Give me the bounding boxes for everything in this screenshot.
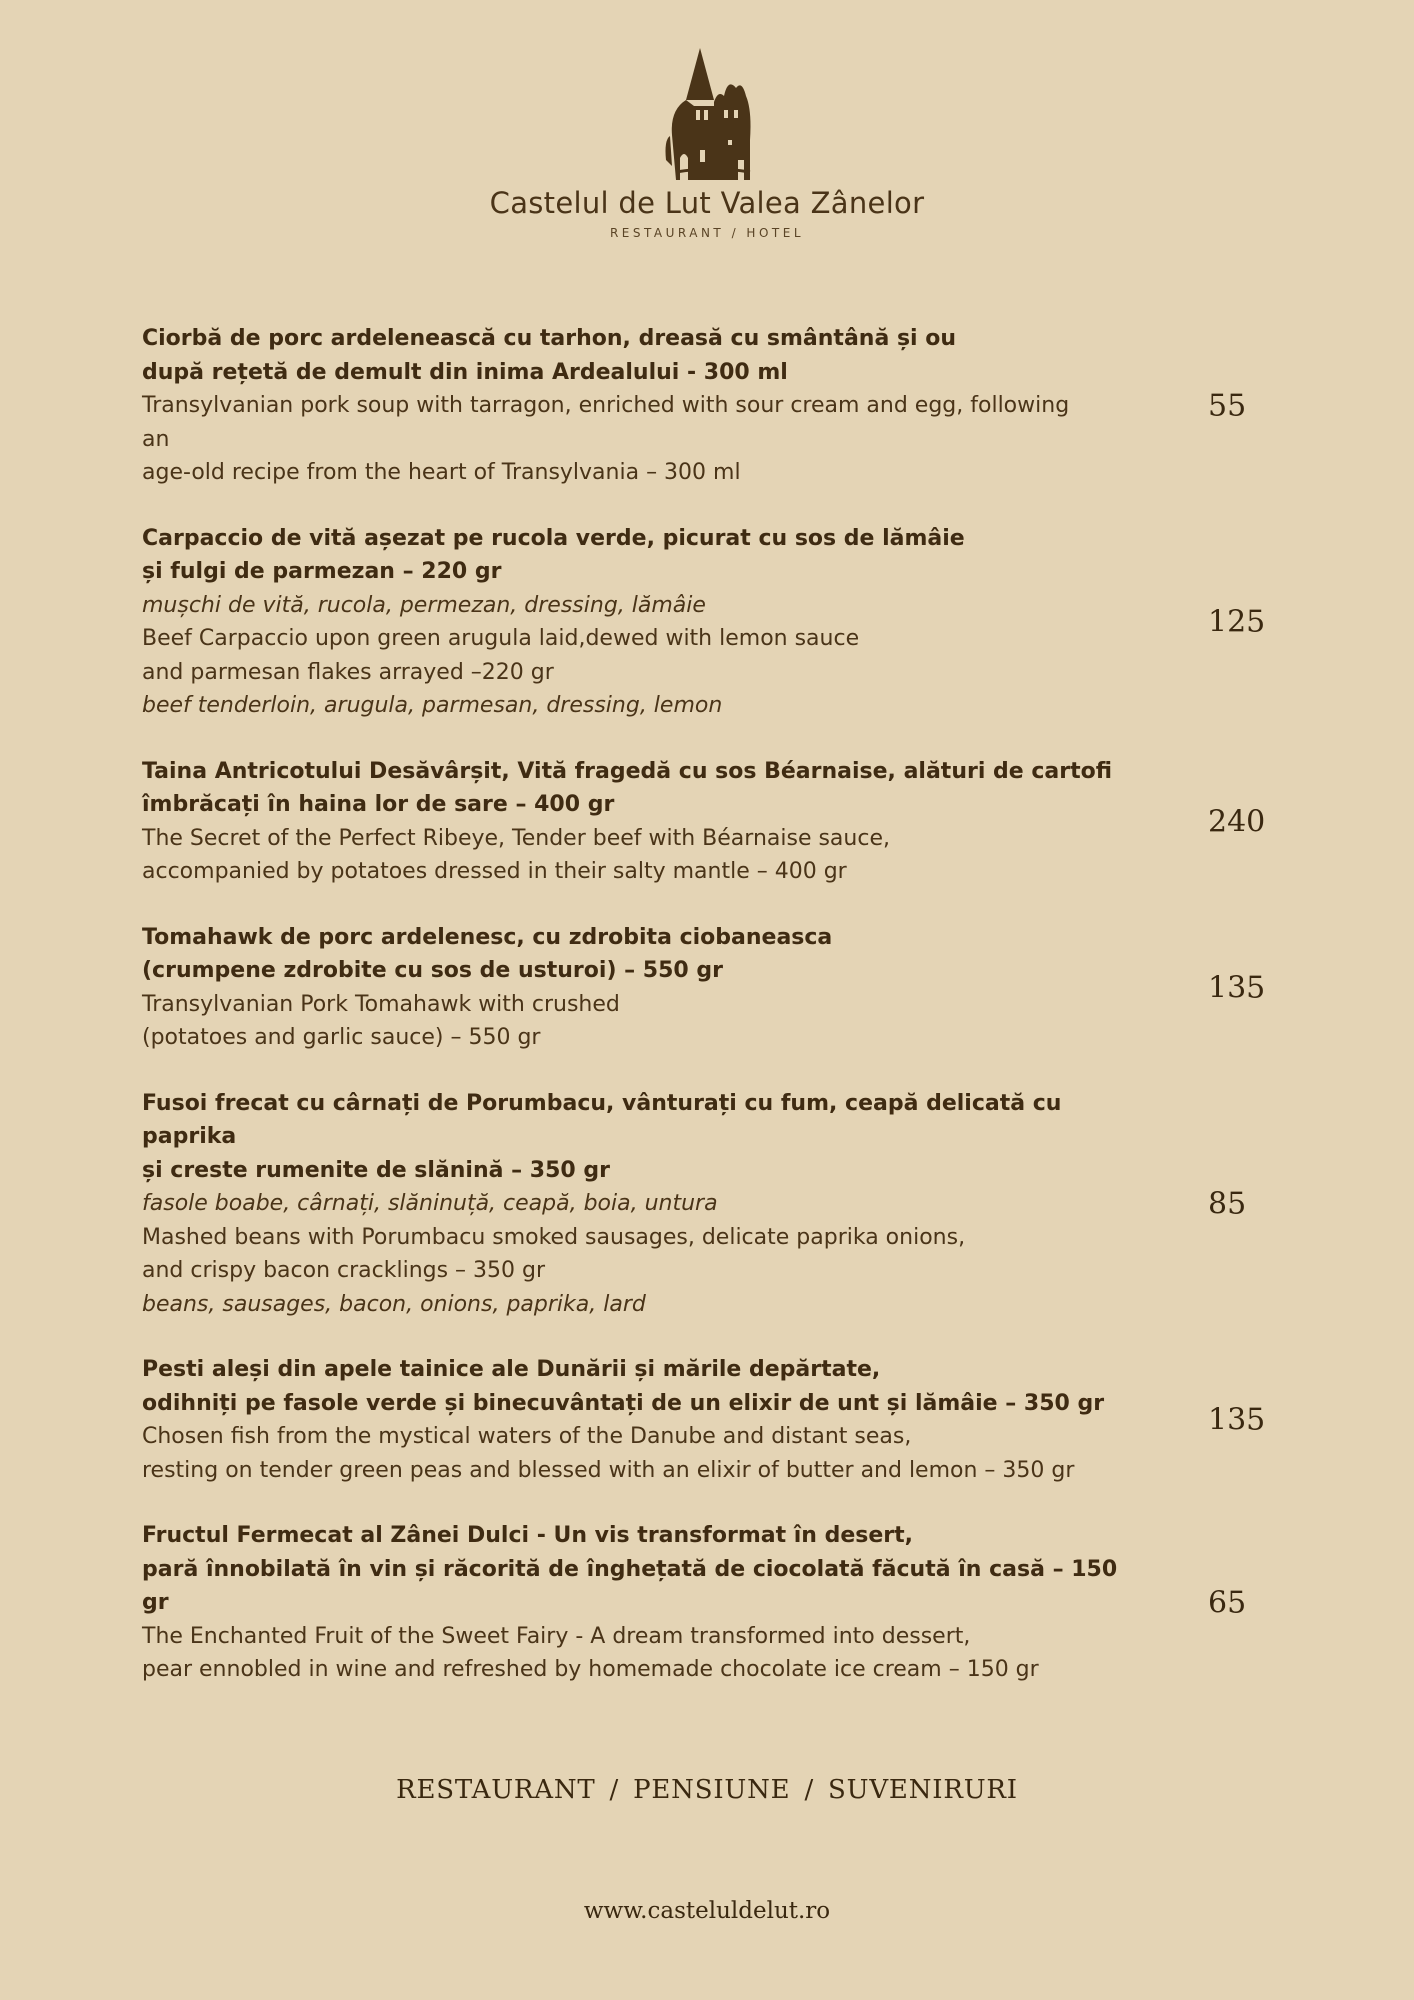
dish-name-en: age-old recipe from the heart of Transylvania – 300 ml [142, 460, 741, 485]
menu-item [142, 1353, 1292, 1487]
dish-name-ro: odihniți pe fasole verde și binecuvântați de un elixir de unt și lămâie – 350 gr [142, 1390, 1105, 1416]
dish-price: 135 [1208, 970, 1266, 1005]
dish-ingredients: fasole boabe, cârnați, slăninuță, ceapă, boia, untura [142, 1191, 718, 1216]
dish-name-ro: Pesti aleși din apele tainice ale Dunării și mările depărtate, [142, 1357, 881, 1382]
dish-price: 55 [1208, 388, 1247, 424]
dish-name-ro: (crumpene zdrobite cu sos de usturoi) – 550 gr [142, 958, 723, 983]
dish-price: 125 [1208, 604, 1266, 640]
dish-name-en: Chosen fish from the mystical waters of the Danube and distant seas, [142, 1424, 912, 1449]
footer-nav [0, 1775, 1414, 1805]
dish-name-ro: Fructul Fermecat al Zânei Dulci - Un vis transformat în desert, [142, 1523, 914, 1548]
footer-link-pensiune[interactable]: PENSIUNE [633, 1775, 791, 1805]
footer-link-suveniruri[interactable]: SUVENIRURI [828, 1775, 1018, 1805]
dish-name-en: The Secret of the Perfect Ribeye, Tender beef with Béarnaise sauce, [142, 825, 890, 851]
dish-name-en: Transylvanian pork soup with tarragon, enriched with sour cream and egg, following [142, 393, 1070, 418]
dish-name-ro: Fusoi frecat cu cârnați de Porumbacu, vânturați cu fum, ceapă delicată cu paprika [142, 1090, 1062, 1149]
dish-name-ro: și creste rumenite de slănină – 350 gr [142, 1157, 610, 1183]
footer-separator: / [609, 1775, 620, 1805]
menu-item [142, 755, 1292, 889]
dish-name-en: Transylvanian Pork Tomahawk with crushed [142, 991, 620, 1017]
menu-item-description [142, 1087, 1142, 1322]
dish-name-en: Mashed beans with Porumbacu smoked sausages, delicate paprika onions, [142, 1224, 966, 1250]
menu-item [142, 522, 1292, 723]
brand-subtitle: RESTAURANT / HOTEL [609, 226, 805, 240]
dish-name-en: pear ennobled in wine and refreshed by homemade chocolate ice cream – 150 gr [142, 1657, 1039, 1682]
menu-item-description [142, 755, 1142, 889]
footer-separator: / [804, 1775, 815, 1805]
website-link[interactable]: www.casteluldelut.ro [583, 1898, 831, 1924]
dish-name-ro: Tomahawk de porc ardelenesc, cu zdrobita ciobaneasca [142, 924, 833, 950]
menu-item [142, 921, 1292, 1055]
dish-name-ro: Ciorbă de porc ardelenească cu tarhon, dreasă cu smântână și ou [142, 326, 957, 351]
dish-name-en: and crispy bacon cracklings – 350 gr [142, 1258, 546, 1283]
menu-item-description [142, 522, 1142, 723]
dish-name-ro: pară înnobilată în vin și răcorită de înghețată de ciocolată făcută în casă – 150 gr [142, 1556, 1118, 1615]
menu-item-description [142, 1353, 1142, 1487]
dish-name-en: resting on tender green peas and blessed with an elixir of butter and lemon – 350 gr [142, 1457, 1075, 1483]
dish-name-en: and parmesan flakes arrayed –220 gr [142, 659, 554, 685]
dish-ingredients: beef tenderloin, arugula, parmesan, dressing, lemon [142, 693, 723, 718]
menu-item [142, 322, 1292, 490]
dish-name-en: an [142, 426, 170, 452]
menu-item [142, 1519, 1292, 1687]
dish-price: 85 [1208, 1186, 1247, 1222]
dish-name-ro: Taina Antricotului Desăvârșit, Vită fragedă cu sos Béarnaise, alături de cartofi [142, 758, 1113, 784]
dish-name-ro: Carpaccio de vită așezat pe rucola verde, picurat cu sos de lămâie [142, 525, 965, 551]
dish-price: 135 [1208, 1402, 1266, 1438]
menu-item-description [142, 921, 1142, 1055]
dish-price: 65 [1208, 1585, 1247, 1621]
menu-item-description [142, 1519, 1142, 1687]
dish-name-en: Beef Carpaccio upon green arugula laid,dewed with lemon sauce [142, 626, 860, 651]
dish-ingredients: beans, sausages, bacon, onions, paprika, lard [142, 1291, 646, 1317]
menu-list [142, 322, 1292, 1719]
header [0, 40, 1414, 240]
dish-name-en: The Enchanted Fruit of the Sweet Fairy - A dream transformed into dessert, [142, 1623, 971, 1649]
dish-name-ro: și fulgi de parmezan – 220 gr [142, 559, 502, 584]
dish-name-ro: după rețetă de demult din inima Ardealului - 300 ml [142, 359, 788, 385]
brand-name: Castelul de Lut Valea Zânelor [489, 186, 925, 220]
footer-link-restaurant[interactable]: RESTAURANT [396, 1775, 596, 1805]
dish-ingredients: mușchi de vită, rucola, permezan, dressing, lămâie [142, 592, 706, 618]
castle-logo-icon [642, 40, 772, 180]
dish-price: 240 [1208, 804, 1266, 839]
menu-item-description [142, 322, 1142, 490]
dish-name-en: (potatoes and garlic sauce) – 550 gr [142, 1025, 541, 1050]
dish-name-ro: îmbrăcați în haina lor de sare – 400 gr [142, 792, 615, 817]
dish-name-en: accompanied by potatoes dressed in their salty mantle – 400 gr [142, 859, 847, 884]
menu-item [142, 1087, 1292, 1322]
